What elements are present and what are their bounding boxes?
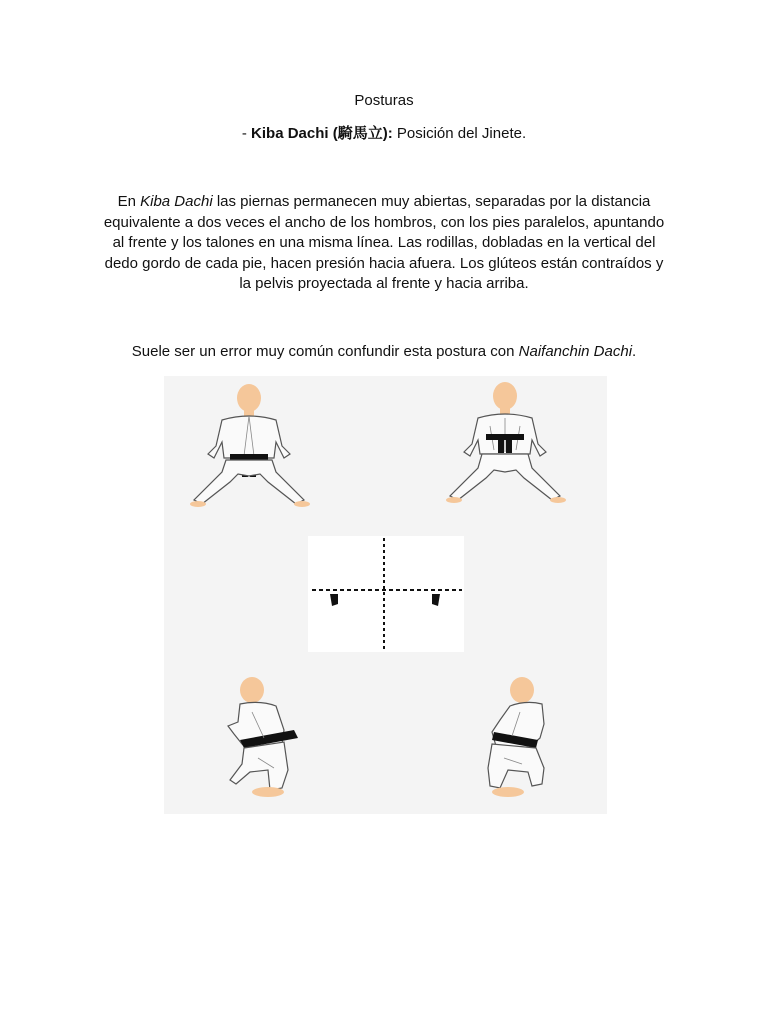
stance-illustration-svg: [164, 376, 607, 814]
stance-title: [0, 124, 768, 144]
side-view-figure-right: [488, 677, 544, 797]
stance-illustration: [164, 376, 607, 814]
para1-rest: las piernas permanecen muy abiertas, separadas por la distancia equivalente a dos veces el ancho de los hombros, con los pies paralelos, apuntando al frente y los talones en una misma línea. Las rodillas, dobladas en la vertical del dedo gordo de cada pie, hacen presión hacia afuera. Los glúteos están contraídos y la pelvis proyectada al frente y hacia arriba.: [103, 193, 665, 293]
footprint-diagram: [308, 536, 464, 652]
stance-translation: Posición del Jinete.: [392, 125, 527, 142]
warning-paragraph: [60, 342, 708, 363]
side-view-figure-left: [228, 677, 298, 797]
para2-lead: Suele ser un error muy común confundir esta postura con: [131, 343, 519, 360]
para2-term: Naifanchin Dachi: [518, 343, 633, 360]
para1-term: Kiba Dachi: [140, 193, 213, 210]
back-view-figure: [446, 382, 566, 503]
page-heading: Posturas: [354, 92, 414, 109]
stance-name: Kiba Dachi (騎馬立):: [251, 125, 393, 142]
para2-end: .: [632, 343, 637, 360]
front-view-figure: [190, 384, 310, 507]
para1-lead: En: [117, 193, 141, 210]
stance-prefix: -: [241, 125, 252, 142]
description-paragraph: [100, 192, 668, 295]
